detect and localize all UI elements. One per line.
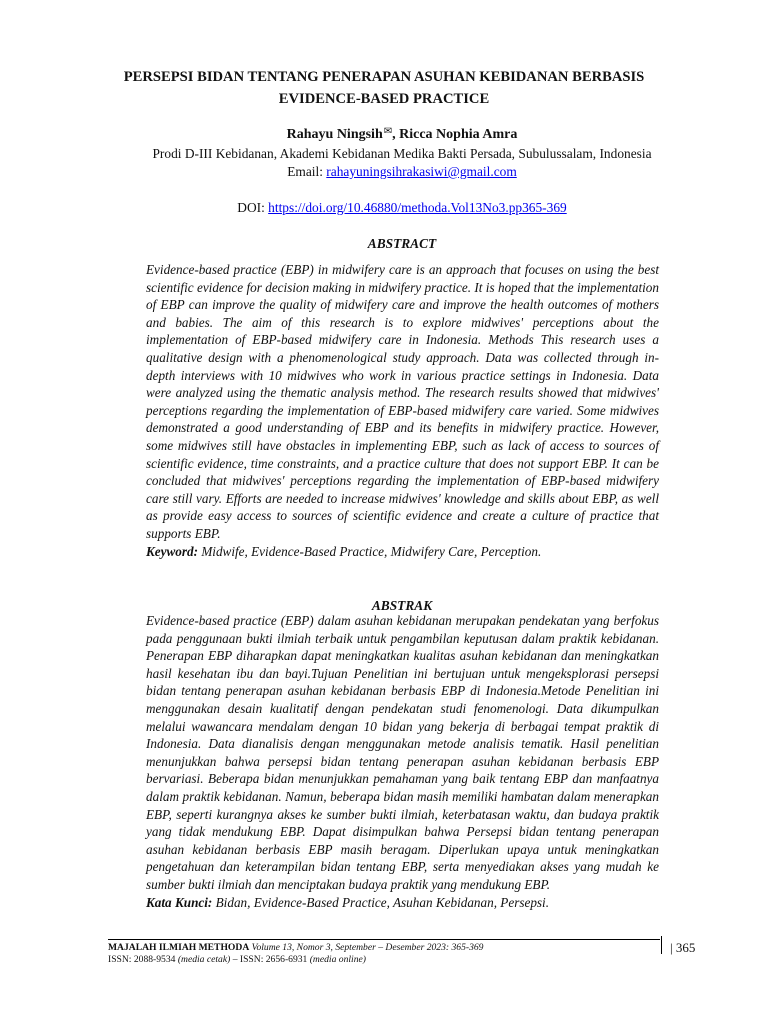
email-label: Email: <box>287 164 327 179</box>
email-link[interactable]: rahayuningsihrakasiwi@gmail.com <box>326 164 517 179</box>
doi-line <box>0 199 768 217</box>
envelope-icon: ✉ <box>383 126 393 137</box>
issn-print-note: (media cetak) <box>177 954 231 965</box>
email-line <box>0 163 768 181</box>
article-title <box>90 66 678 110</box>
abstract-heading: ABSTRACT <box>367 236 437 251</box>
abstrak-heading: ABSTRAK <box>371 598 433 613</box>
abstrak-body: Evidence-based practice (EBP) dalam asuhan kebidanan merupakan pendekatan yang berfokus pada penggunaan bukti ilmiah terbaik untuk pengambilan keputusan dalam praktik kebidanan. Penerapan EBP diharapkan dapat meningkatkan kualitas asuhan kebidanan dan meningkatkan hasil kesehatan ibu dan bayi.Tujuan Penelitian ini bertujuan untuk mengeksplorasi persepsi bidan tentang penerapan asuhan kebidanan berbasis EBP di Indonesia.Metode Penelitian ini menggunakan desain kualitatif dengan pendekatan studi fenomenologi. Data dikumpulkan melalui wawancara mendalam dengan 10 bidan yang bekerja di berbagai tempat praktik di Indonesia. Data dianalisis dengan menggunakan metode analisis tematik. Hasil penelitian menunjukkan bahwa persepsi bidan tentang penerapan asuhan kebidanan berbasis EBP bervariasi. Beberapa bidan menunjukkan pemahaman yang baik tentang EBP dan manfaatnya dalam praktik kebidanan. Namun, beberapa bidan masih memiliki hambatan dalam menerapkan EBP, seperti kurangnya akses ke sumber bukti ilmiah, keterbatasan waktu, dan budaya praktik yang tidak mendukung EBP. Dapat disimpulkan bahwa Persepsi bidan tentang penerapan asuhan kebidanan berbasis EBP masih beragam. Diperlukan upaya untuk meningkatkan pengetahuan dan keterampilan bidan tentang EBP, serta menyediakan akses yang mudah ke sumber bukti ilmiah dan menciptakan budaya praktik yang mendukung EBP. <box>146 613 659 892</box>
kata-kunci-label: Kata Kunci: <box>146 894 213 910</box>
page-footer <box>108 942 668 966</box>
abstract-english <box>146 261 659 560</box>
doi-label: DOI: <box>237 200 269 215</box>
abstract-body: Evidence-based practice (EBP) in midwifery care is an approach that focuses on using the best scientific evidence for decision making in midwifery practice. It is hoped that the implementation of EBP can improve the quality of midwifery care and improve the health outcomes of mothers and babies. The aim of this research is to explore midwives' perceptions about the implementation of EBP-based midwifery care in Indonesia. Methods This research uses a qualitative design with a phenomenological study approach. Data was collected through in-depth interviews with 10 midwives who work in various practice settings in Indonesia. Data were analyzed using the thematic analysis method. The research results showed that midwives' perceptions regarding the implementation of EBP-based midwifery care varied. Some midwives demonstrated a good understanding of EBP and its benefits in midwifery practice. However, some midwives still have obstacles in implementing EBP, such as lack of access to sources of scientific evidence, time constraints, and a practice culture that does not support EBP. It can be concluded that midwives' perceptions regarding the implementation of EBP-based midwifery care still vary. Efforts are needed to increase midwives' knowledge and skills about EBP, as well as provide easy access to sources of scientific evidence and create a culture of practice that supports EBP. <box>146 262 659 541</box>
author-list <box>0 125 768 146</box>
footer-journal-line <box>108 942 668 954</box>
issn-separator: – ISSN: 2656-6931 <box>230 954 310 965</box>
doi-link[interactable]: https://doi.org/10.46880/methoda.Vol13No3.pp365-369 <box>268 200 567 215</box>
issn-print: ISSN: 2088-9534 <box>108 954 178 965</box>
author-secondary: , Ricca Nophia Amra <box>392 127 518 142</box>
title-line-2: EVIDENCE-BASED PRACTICE <box>278 91 490 107</box>
page-number: | 365 <box>670 940 696 955</box>
keywords-line <box>146 543 659 561</box>
footer-issn-line <box>108 954 668 966</box>
affiliation: Prodi D-III Kebidanan, Akademi Kebidanan Medika Bakti Persada, Subulussalam, Indonesia <box>152 146 652 161</box>
journal-issue: Volume 13, Nomor 3, September – Desember 2023: 365-369 <box>249 942 484 953</box>
kata-kunci-line <box>146 894 659 912</box>
keywords-text: Midwife, Evidence-Based Practice, Midwifery Care, Perception. <box>198 543 542 559</box>
footer-divider <box>108 939 660 940</box>
kata-kunci-text: Bidan, Evidence-Based Practice, Asuhan Kebidanan, Persepsi. <box>212 894 550 910</box>
abstract-indonesian <box>146 612 659 911</box>
issn-online-note: (media online) <box>309 954 366 965</box>
title-line-1: PERSEPSI BIDAN TENTANG PENERAPAN ASUHAN KEBIDANAN BERBASIS <box>123 69 645 85</box>
journal-name: MAJALAH ILMIAH METHODA <box>108 942 250 953</box>
author-primary: Rahayu Ningsih <box>286 127 383 142</box>
keywords-label: Keyword: <box>146 543 199 559</box>
